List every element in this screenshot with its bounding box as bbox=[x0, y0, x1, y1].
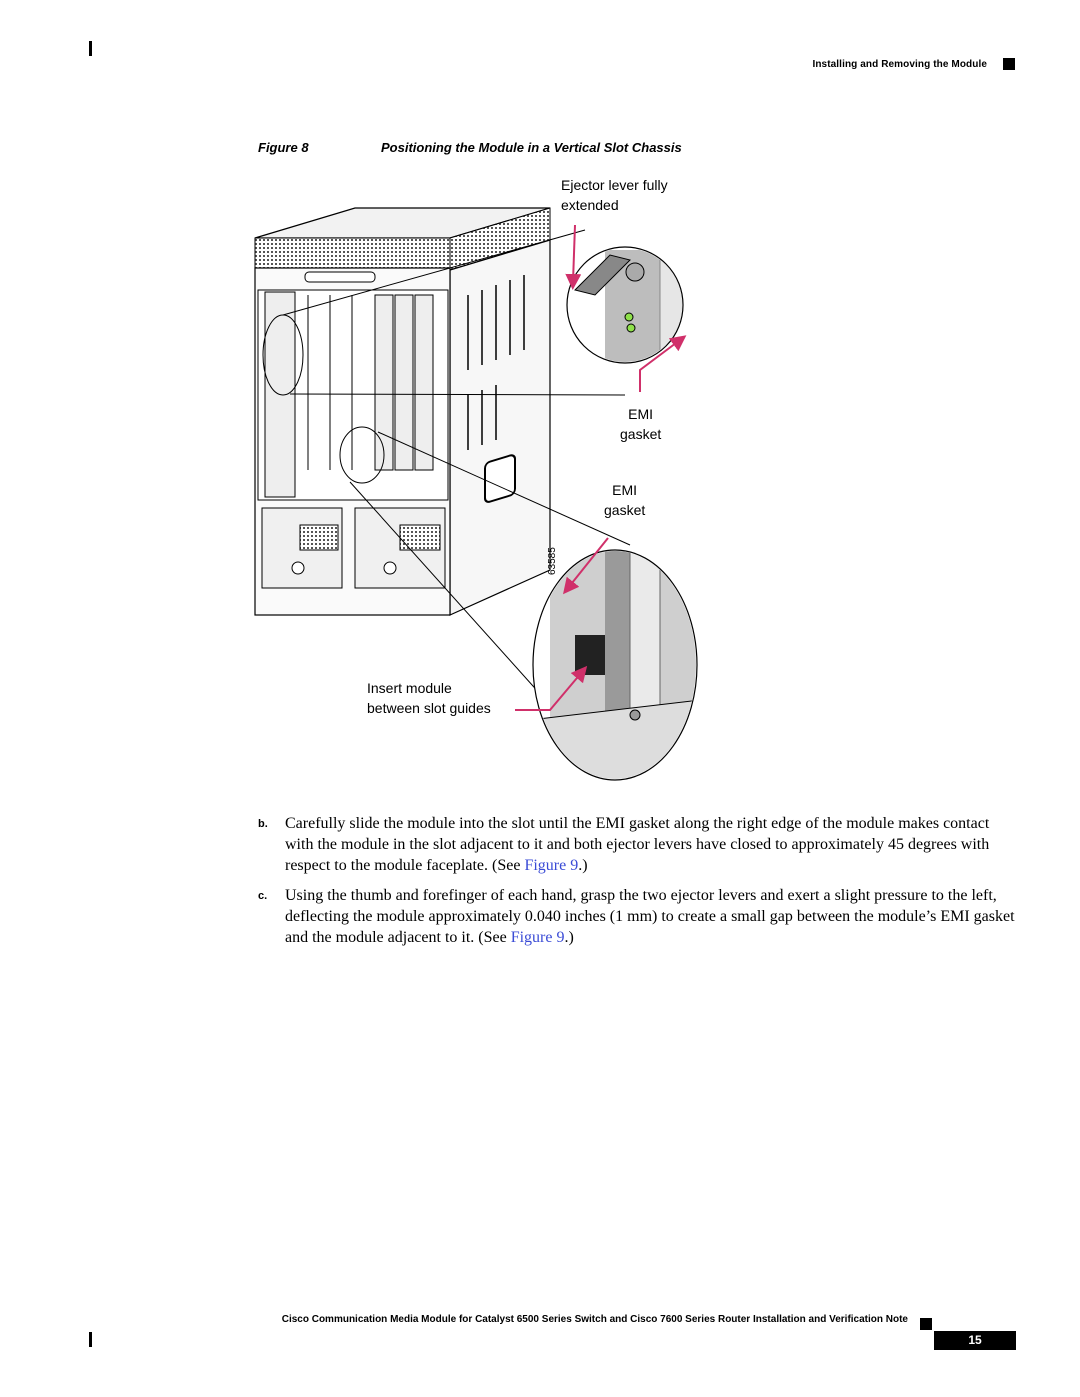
callout-insert-module: Insert module between slot guides bbox=[367, 680, 491, 716]
step-marker: b. bbox=[258, 818, 268, 830]
header-crop-mark bbox=[89, 41, 92, 56]
figure-title: Positioning the Module in a Vertical Slot Chassis bbox=[381, 140, 682, 155]
page-number: 15 bbox=[934, 1331, 1016, 1350]
header-marker-square bbox=[1003, 58, 1015, 70]
footer-doc-title: Cisco Communication Media Module for Catalyst 6500 Series Switch and Cisco 7600 Series Router Installation and Verification Note bbox=[281, 1314, 908, 1325]
step-marker: c. bbox=[258, 890, 268, 902]
running-title: Installing and Removing the Module bbox=[812, 59, 987, 70]
step-text: Carefully slide the module into the slot until the EMI gasket along the right edge of the module makes contact with the module in the slot adjacent to it and both ejector levers have closed to approximately 45 degrees with respect to the module faceplate. (See Figure 9.) bbox=[285, 815, 990, 874]
footer-crop-mark bbox=[89, 1332, 92, 1347]
footer-marker-square bbox=[920, 1318, 932, 1330]
figure-9-link[interactable]: Figure 9 bbox=[510, 929, 565, 946]
callout-emi-gasket-top: EMI gasket bbox=[620, 406, 662, 442]
art-id: 63585 bbox=[547, 547, 558, 575]
step-b bbox=[258, 813, 1020, 876]
ejector-detail bbox=[567, 247, 690, 400]
step-c bbox=[258, 885, 1020, 948]
step-text: Using the thumb and forefinger of each hand, grasp the two ejector levers and exert a slight pressure to the left, deflecting the module approximately 0.040 inches (1 mm) to create a small gap between the module’s EMI gasket and the module adjacent to it. (See Figure 9.) bbox=[285, 887, 1015, 946]
callout-ejector-lever: Ejector lever fully extended bbox=[561, 177, 668, 213]
figure-9-link[interactable]: Figure 9 bbox=[524, 857, 579, 874]
emi-gasket-detail bbox=[530, 540, 700, 790]
figure-label: Figure 8 bbox=[258, 140, 309, 155]
callout-emi-gasket-bottom: EMI gasket bbox=[604, 482, 646, 518]
chassis-body bbox=[255, 208, 550, 615]
